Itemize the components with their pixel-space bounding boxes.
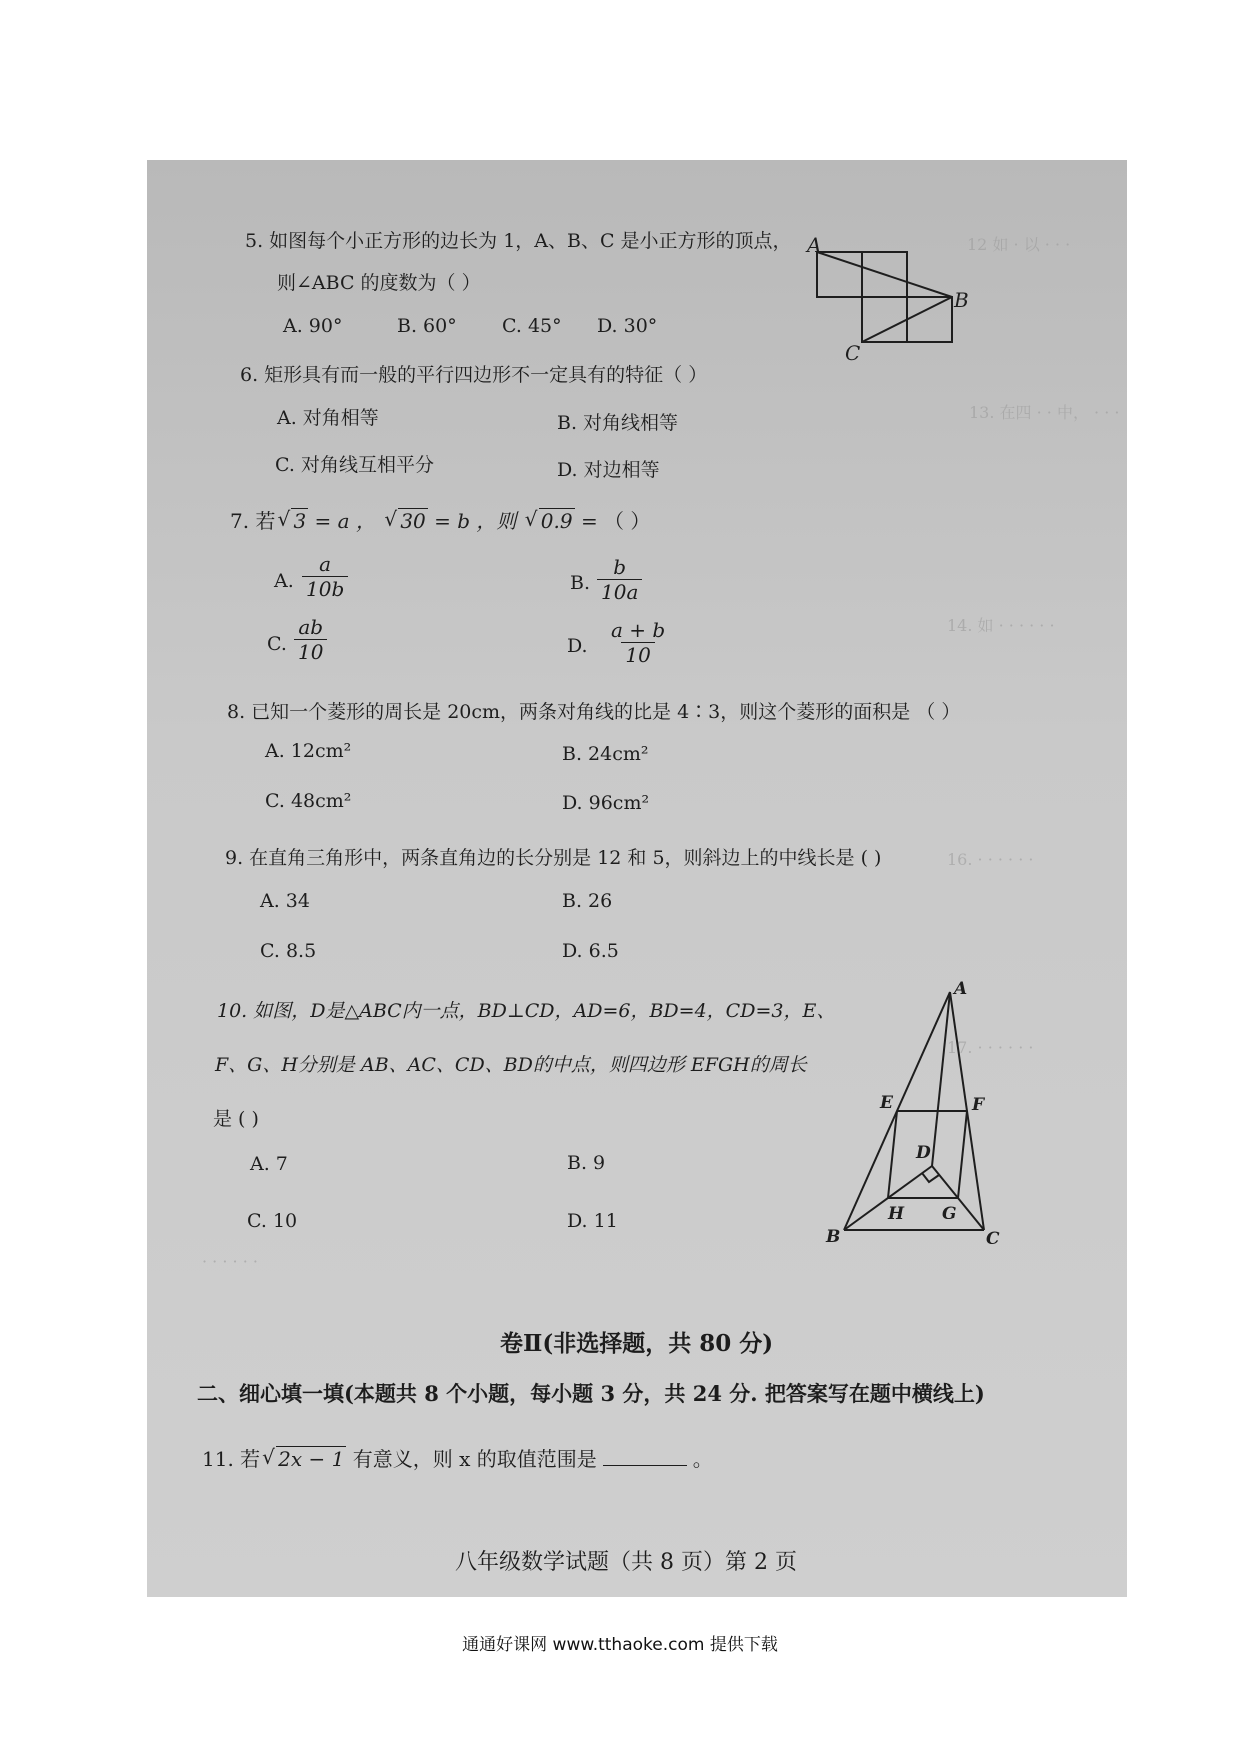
q10-option-b: B. 9 <box>567 1152 606 1174</box>
q7-option-c-letter: C. <box>267 633 287 655</box>
q5-option-c: C. 45° <box>502 315 562 337</box>
q9-option-a: A. 34 <box>260 890 310 912</box>
q7-suffix: = （ ） <box>580 509 651 533</box>
q6-option-b: B. 对角线相等 <box>557 412 679 434</box>
q7-option-b-fraction: $\frac{b}{10a}$ <box>597 555 642 604</box>
q10-stem-line3: 是 ( ) <box>213 1108 259 1130</box>
q11-suffix: 有意义，则 x 的取值范围是 <box>352 1447 597 1471</box>
q11-prefix: 11. 若 <box>202 1447 261 1471</box>
q10-label-e: E <box>880 1093 893 1113</box>
q11-stem <box>202 1443 713 1472</box>
q6-stem: 6. 矩形具有而一般的平行四边形不一定具有的特征（ ） <box>240 364 708 386</box>
q5-label-b: B <box>954 288 969 312</box>
q10-label-b: B <box>826 1227 841 1247</box>
q8-option-c: C. 48cm² <box>265 790 352 812</box>
q8-option-b: B. 24cm² <box>562 743 649 765</box>
q10-label-f: F <box>972 1095 985 1115</box>
q7-option-d-fraction: $\frac{a + b}{10}$ <box>611 618 666 667</box>
q7-prefix: 7. 若 <box>230 509 276 533</box>
q7-option-d-letter: D. <box>567 635 588 657</box>
q10-option-a: A. 7 <box>250 1153 288 1175</box>
q7-option-c-fraction: $\frac{ab}{10}$ <box>294 615 327 664</box>
q11-end: 。 <box>692 1447 713 1471</box>
part2-section-heading: 二、细心填一填(本题共 8 个小题，每小题 3 分，共 24 分. 把答案写在题中横线上) <box>197 1381 985 1406</box>
bleed-through-text: 14. 如 · · · · · · <box>947 616 1055 635</box>
q10-triangle-figure <box>822 980 1002 1250</box>
q10-stem-line1: 10. 如图，D是△ABC内一点，BD⊥CD，AD=6，BD=4，CD=3，E、 <box>217 1000 836 1022</box>
q10-label-g: G <box>942 1204 957 1224</box>
bleed-through-text: 12 如 · 以 · · · <box>967 235 1071 254</box>
q10-label-d: D <box>916 1143 931 1163</box>
q7-sqrt-3: √ 3 <box>277 509 308 533</box>
q7-mid1: = a ， <box>314 509 376 533</box>
q8-stem: 8. 已知一个菱形的周长是 20cm，两条对角线的比是 4∶3，则这个菱形的面积是 （ ） <box>227 701 961 723</box>
q5-option-b: B. 60° <box>397 315 457 337</box>
bleed-through-text: 13. 在四 · · 中， · · · <box>969 403 1120 422</box>
q9-stem: 9. 在直角三角形中，两条直角边的长分别是 12 和 5，则斜边上的中线长是 ( ) <box>225 847 882 869</box>
q11-sqrt: √ 2x − 1 <box>262 1447 346 1471</box>
bleed-through-text: 16. · · · · · · <box>947 850 1034 869</box>
q9-option-c: C. 8.5 <box>260 940 317 962</box>
q11-answer-blank[interactable] <box>603 1465 687 1466</box>
q7-stem <box>230 505 650 534</box>
q7-mid2: = b ，则 <box>434 509 517 533</box>
q7-sqrt-09: √ 0.9 <box>525 509 575 533</box>
q5-label-a: A <box>807 233 822 257</box>
exam-page-footer: 八年级数学试题（共 8 页）第 2 页 <box>455 1550 797 1575</box>
q5-stem-line2: 则∠ABC 的度数为（ ） <box>277 272 481 294</box>
bleed-through-text: · · · · · · <box>202 1252 258 1271</box>
bleed-through-text: 17. · · · · · · <box>947 1038 1034 1057</box>
q5-option-a: A. 90° <box>283 315 343 337</box>
q6-option-d: D. 对边相等 <box>557 459 660 481</box>
q10-label-a: A <box>954 979 968 999</box>
q10-label-h: H <box>888 1204 905 1224</box>
q9-option-b: B. 26 <box>562 890 613 912</box>
q6-option-a: A. 对角相等 <box>277 407 379 429</box>
q5-stem-line1: 5. 如图每个小正方形的边长为 1，A、B、C 是小正方形的顶点， <box>245 230 792 252</box>
q5-label-c: C <box>845 341 861 365</box>
q10-option-d: D. 11 <box>567 1210 618 1232</box>
q10-option-c: C. 10 <box>247 1210 298 1232</box>
q6-option-c: C. 对角线互相平分 <box>275 454 434 476</box>
q10-label-c: C <box>986 1229 1000 1249</box>
q7-option-b-letter: B. <box>570 572 591 594</box>
part2-title: 卷Ⅱ(非选择题，共 80 分) <box>500 1330 774 1357</box>
scanned-page-photo <box>147 160 1127 1597</box>
site-footer: 通通好课网 www.tthaoke.com 提供下载 <box>462 1635 778 1655</box>
q5-grid-figure <box>807 233 969 365</box>
q8-option-d: D. 96cm² <box>562 792 650 814</box>
q10-stem-line2: F、G、H分别是 AB、AC、CD、BD的中点，则四边形 EFGH的周长 <box>215 1054 807 1076</box>
q7-option-a-fraction: $\frac{a}{10b}$ <box>302 552 348 601</box>
q8-option-a: A. 12cm² <box>265 740 352 762</box>
q7-option-a-letter: A. <box>274 570 294 592</box>
q9-option-d: D. 6.5 <box>562 940 619 962</box>
q7-sqrt-30: √ 30 <box>384 509 427 533</box>
q5-option-d: D. 30° <box>597 315 658 337</box>
